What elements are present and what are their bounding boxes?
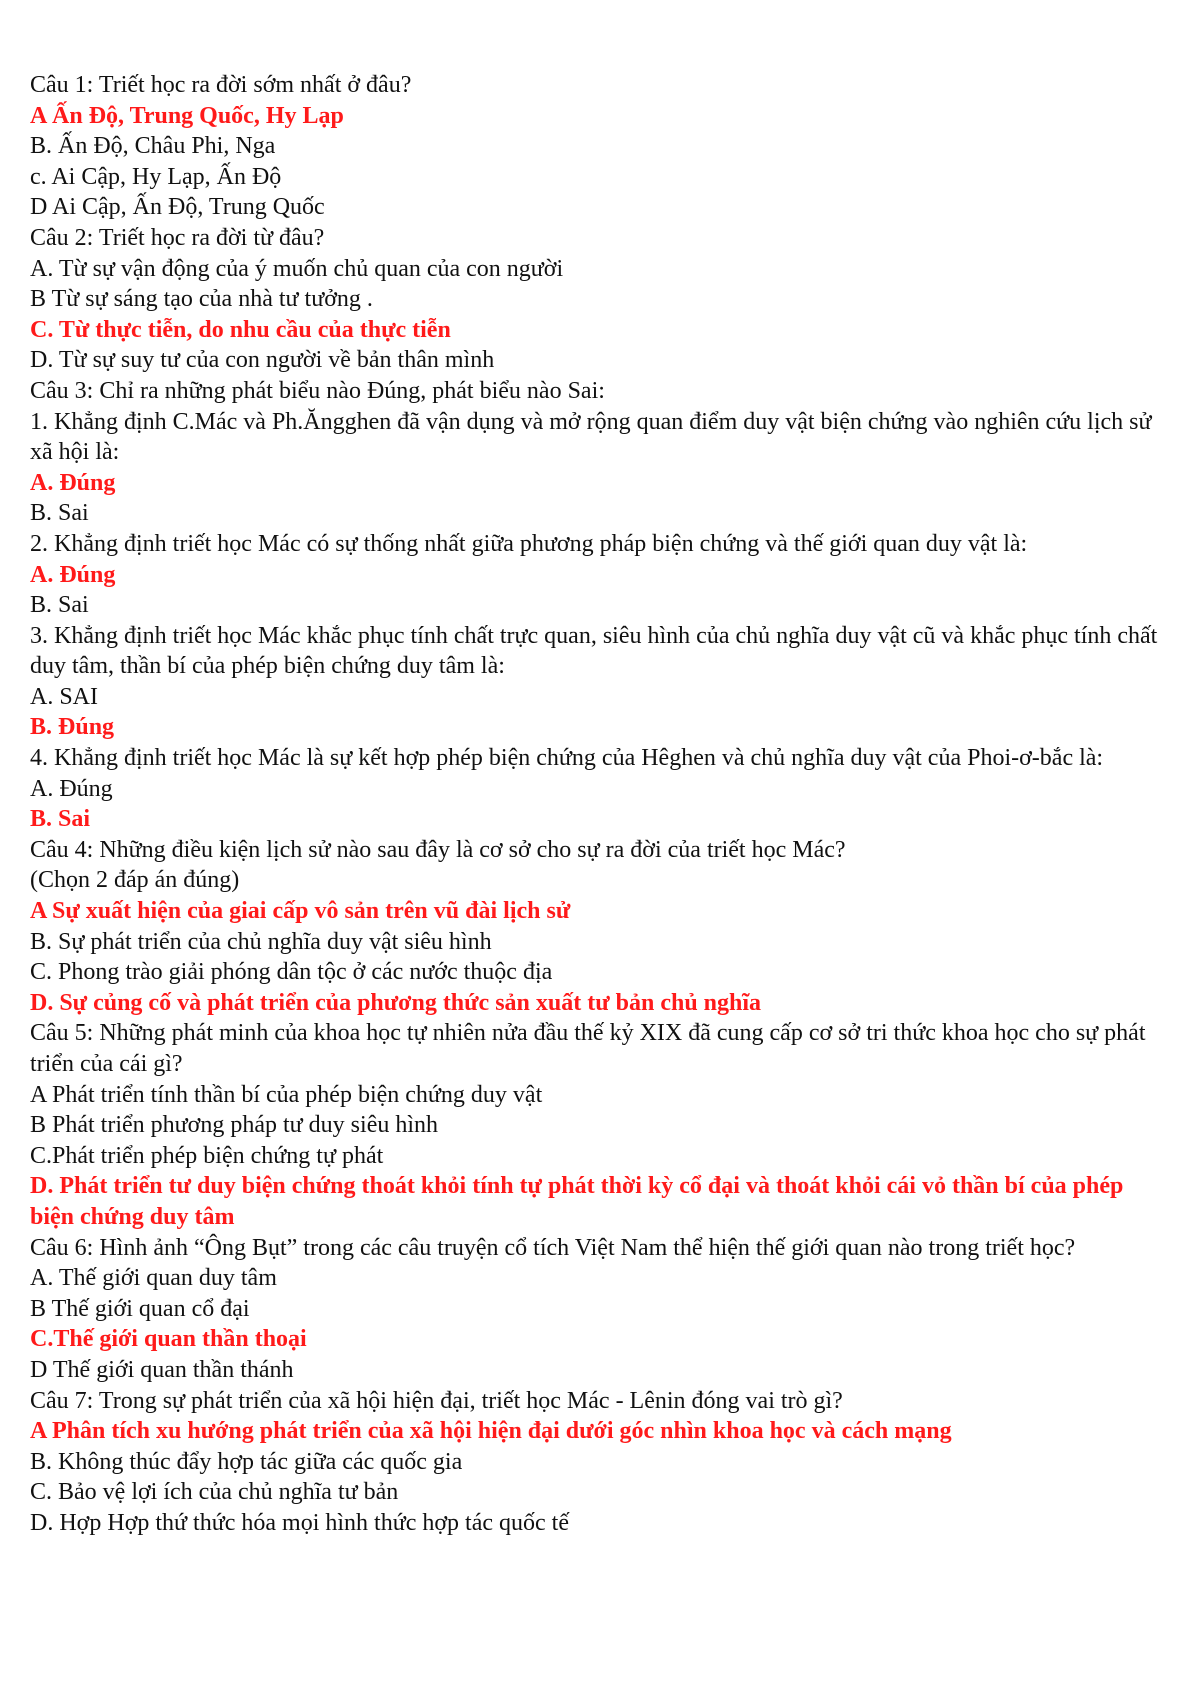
answer-line: A. Đúng (30, 469, 116, 496)
text-line: A Phát triển tính thần bí của phép biện chứng duy vật (30, 1081, 543, 1108)
text-line: B. Sai (30, 500, 89, 527)
text-line: 3. Khẳng định triết học Mác khắc phục tính chất trực quan, siêu hình của chủ nghĩa duy vật cũ và khắc phục tính chất duy tâm, thần bí của phép biện chứng duy tâm là: (30, 622, 1158, 680)
text-line: A. Từ sự vận động của ý muốn chủ quan của con người (30, 255, 564, 282)
text-line: D. Từ sự suy tư của con người về bản thân mình (30, 347, 495, 374)
text-line: D Ai Cập, Ấn Độ, Trung Quốc (30, 194, 325, 221)
text-line: B Thế giới quan cổ đại (30, 1295, 250, 1322)
text-line: Câu 1: Triết học ra đời sớm nhất ở đâu? (30, 72, 412, 98)
text-line: A. Đúng (30, 775, 113, 802)
text-line: 2. Khẳng định triết học Mác có sự thống nhất giữa phương pháp biện chứng và thế giới quan duy vật là: (30, 530, 1028, 557)
text-line: (Chọn 2 đáp án đúng) (30, 867, 240, 894)
text-line: B Từ sự sáng tạo của nhà tư tưởng . (30, 286, 373, 313)
text-line: 4. Khẳng định triết học Mác là sự kết hợp phép biện chứng của Hêghen và chủ nghĩa duy vật của Phoi-ơ-bắc là: (30, 745, 1104, 772)
text-line: C. Bảo vệ lợi ích của chủ nghĩa tư bản (30, 1479, 399, 1506)
text-line: Câu 4: Những điều kiện lịch sử nào sau đây là cơ sở cho sự ra đời của triết học Mác? (30, 836, 846, 863)
answer-line: B. Sai (30, 806, 91, 833)
text-line: B. Sự phát triển của chủ nghĩa duy vật siêu hình (30, 928, 492, 955)
answer-line: C.Thế giới quan thần thoại (30, 1326, 307, 1353)
answer-line: D. Phát triển tư duy biện chứng thoát khỏi tính tự phát thời kỳ cổ đại và thoát khỏi cái vỏ thần bí của phép biện chứng duy tâm (30, 1173, 1124, 1230)
text-line: B Phát triển phương pháp tư duy siêu hình (30, 1112, 439, 1139)
answer-line: A. Đúng (30, 561, 116, 588)
answer-line: A Phân tích xu hướng phát triển của xã hội hiện đại dưới góc nhìn khoa học và cách mạng (30, 1418, 952, 1445)
answer-line: A Ấn Độ, Trung Quốc, Hy Lạp (30, 102, 344, 129)
quiz-document (30, 70, 1160, 1539)
answer-line: C. Từ thực tiễn, do nhu cầu của thực tiễn (30, 316, 451, 343)
text-line: D. Hợp Hợp thứ thức hóa mọi hình thức hợp tác quốc tế (30, 1509, 570, 1536)
text-line: B. Sai (30, 592, 89, 619)
text-line: Câu 2: Triết học ra đời từ đâu? (30, 224, 325, 251)
text-line: C. Phong trào giải phóng dân tộc ở các nước thuộc địa (30, 959, 553, 986)
text-line: D Thế giới quan thần thánh (30, 1356, 294, 1383)
text-line: C.Phát triển phép biện chứng tự phát (30, 1142, 384, 1169)
text-line: Câu 5: Những phát minh của khoa học tự nhiên nửa đầu thế kỷ XIX đã cung cấp cơ sở tri thức khoa học cho sự phát triển của cái gì? (30, 1020, 1146, 1077)
text-line: B. Không thúc đẩy hợp tác giữa các quốc gia (30, 1448, 463, 1475)
text-line: B. Ấn Độ, Châu Phi, Nga (30, 133, 276, 160)
text-line: A. SAI (30, 683, 99, 710)
text-line: Câu 3: Chỉ ra những phát biểu nào Đúng, phát biểu nào Sai: (30, 377, 605, 404)
text-line: 1. Khẳng định C.Mác và Ph.Ăngghen đã vận dụng và mở rộng quan điểm duy vật biện chứng vào nghiên cứu lịch sử xã hội là: (30, 408, 1152, 466)
answer-line: B. Đúng (30, 714, 115, 741)
text-line: c. Ai Cập, Hy Lạp, Ấn Độ (30, 163, 282, 190)
text-line: Câu 7: Trong sự phát triển của xã hội hiện đại, triết học Mác - Lênin đóng vai trò gì? (30, 1387, 843, 1414)
answer-line: D. Sự củng cố và phát triển của phương thức sản xuất tư bản chủ nghĩa (30, 989, 762, 1016)
text-line: A. Thế giới quan duy tâm (30, 1265, 277, 1292)
text-line: Câu 6: Hình ảnh “Ông Bụt” trong các câu truyện cổ tích Việt Nam thể hiện thế giới quan nào trong triết học? (30, 1234, 1076, 1261)
answer-line: A Sự xuất hiện của giai cấp vô sản trên vũ đài lịch sử (30, 898, 571, 925)
